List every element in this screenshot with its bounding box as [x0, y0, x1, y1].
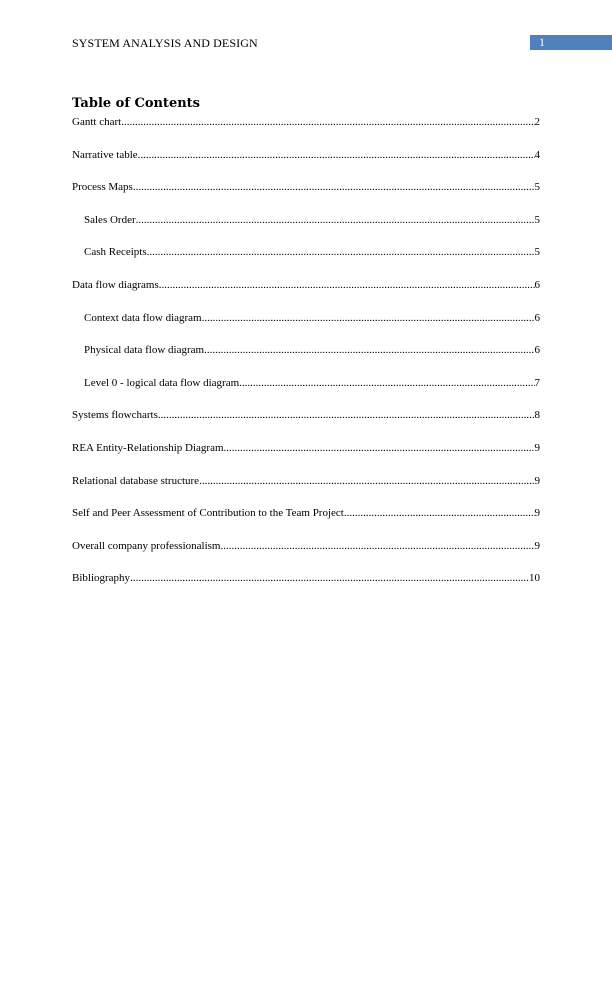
toc-dot-leader [136, 213, 535, 227]
toc-entry[interactable] [72, 539, 540, 553]
toc-entry-title: REA Entity-Relationship Diagram [72, 442, 224, 454]
toc-entry-page-number: 6 [534, 311, 540, 324]
toc-entry-title: Process Maps [72, 181, 133, 194]
toc-entry[interactable] [72, 148, 540, 162]
toc-dot-leader [204, 343, 534, 357]
toc-entry[interactable] [84, 311, 540, 325]
toc-entry[interactable] [72, 180, 540, 194]
toc-entry-title: Systems flowcharts [72, 409, 158, 422]
toc-entry-page-number: 9 [534, 442, 540, 454]
toc-entry-title: Narrative table [72, 148, 138, 161]
toc-dot-leader [133, 180, 535, 194]
toc-dot-leader [220, 539, 534, 553]
toc-entry-page-number: 7 [534, 376, 540, 389]
toc-dot-leader [202, 311, 535, 325]
toc-entry-page-number: 6 [534, 344, 540, 357]
toc-entry-page-number: 9 [534, 507, 540, 520]
toc-entry-page-number: 2 [534, 116, 540, 128]
toc-entry-page-number: 10 [529, 572, 540, 585]
toc-entry-title: Context data flow diagram [84, 311, 202, 324]
toc-entry[interactable] [72, 506, 540, 520]
toc-entry[interactable] [84, 376, 540, 390]
toc-entry-title: Data flow diagrams [72, 279, 159, 291]
toc-entry[interactable] [84, 343, 540, 357]
toc-dot-leader [344, 506, 535, 520]
toc-dot-leader [158, 408, 535, 422]
toc-entry-title: Sales Order [84, 213, 136, 226]
toc-entry[interactable] [72, 571, 540, 585]
toc-entry[interactable] [84, 245, 540, 259]
toc-entry-page-number: 8 [534, 409, 540, 422]
toc-entry-title: Self and Peer Assessment of Contribution to the Team Project [72, 507, 344, 520]
toc-entry-title: Level 0 - logical data flow diagram [84, 376, 240, 389]
toc-dot-leader [130, 571, 529, 585]
toc-heading: Table of Contents [72, 96, 200, 111]
toc-entry[interactable] [72, 278, 540, 292]
toc-entry-page-number: 9 [534, 539, 540, 552]
toc-entry[interactable] [72, 408, 540, 422]
toc-entry[interactable] [84, 213, 540, 227]
toc-dot-leader [199, 474, 534, 488]
toc-dot-leader [138, 148, 535, 162]
toc-dot-leader [121, 115, 534, 129]
toc-entry-page-number: 5 [534, 246, 540, 259]
toc-entry-title: Bibliography [72, 572, 131, 585]
toc-entry-page-number: 5 [534, 181, 540, 194]
toc-entry-title: Gantt chart [72, 116, 122, 128]
toc-dot-leader [239, 376, 534, 390]
page-number-badge [530, 35, 612, 50]
toc-entry[interactable] [72, 474, 540, 488]
toc-dot-leader [147, 245, 535, 259]
toc-entry-title: Overall company professionalism [72, 539, 221, 552]
toc-entry-page-number: 4 [534, 148, 540, 161]
running-header-title: SYSTEM ANALYSIS AND DESIGN [72, 36, 258, 50]
toc-entry-page-number: 6 [534, 279, 540, 291]
page-number: 1 [539, 35, 545, 49]
toc-entry[interactable] [72, 441, 540, 455]
toc-entry-page-number: 5 [534, 213, 540, 226]
toc-dot-leader [224, 441, 535, 455]
toc-entry-title: Cash Receipts [84, 246, 147, 259]
toc-entry-title: Physical data flow diagram [84, 344, 205, 357]
toc-entry[interactable] [72, 115, 540, 129]
toc-entry-page-number: 9 [534, 474, 540, 487]
toc-entry-title: Relational database structure [72, 474, 200, 487]
toc-dot-leader [159, 278, 535, 292]
